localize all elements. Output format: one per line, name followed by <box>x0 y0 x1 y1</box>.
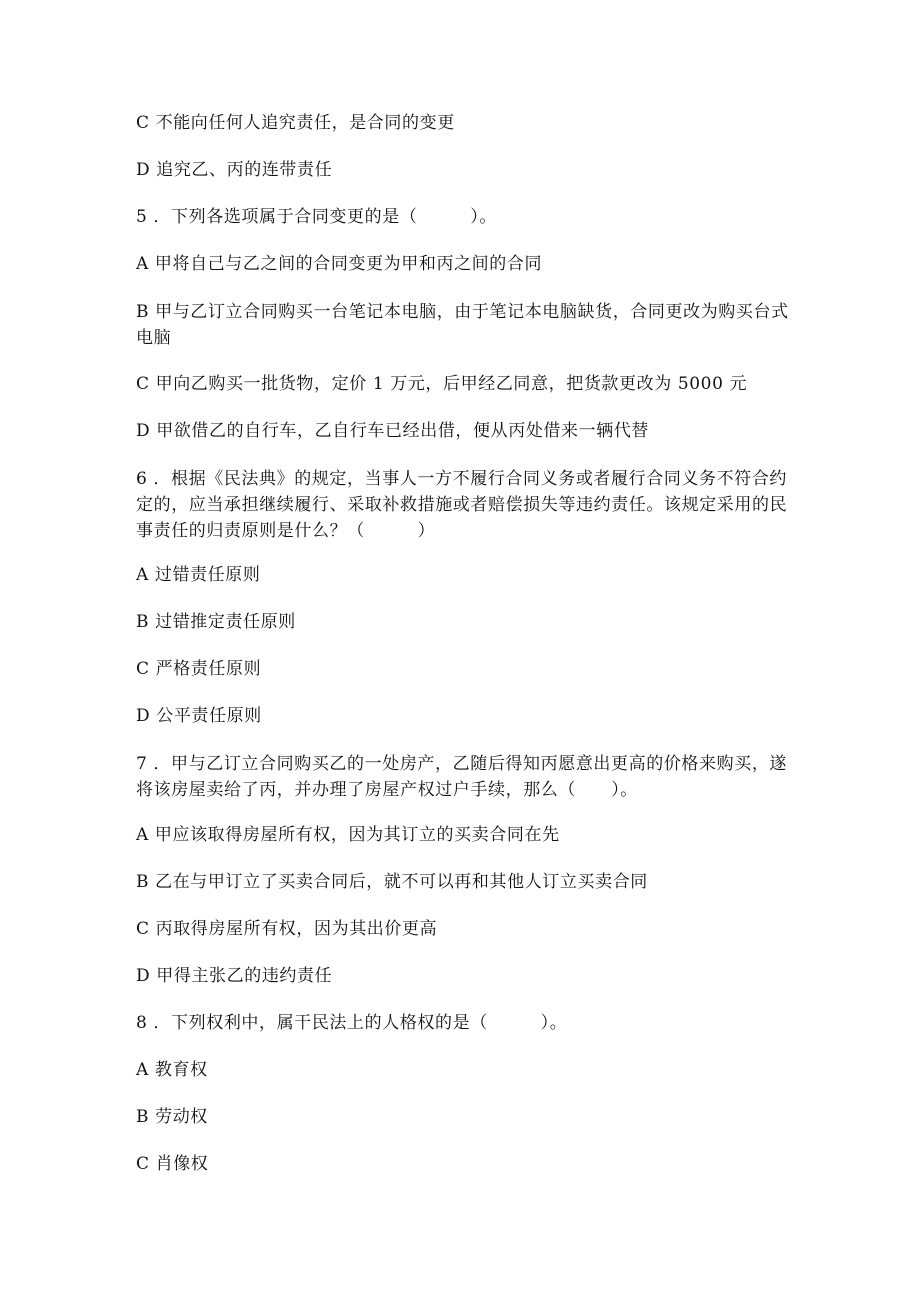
option-b-q8: B 劳动权 <box>136 1107 208 1127</box>
option-d-q6: D 公平责任原则 <box>136 706 262 726</box>
option-a-q8: A 教育权 <box>136 1060 208 1080</box>
question-8: 8 ．下列权利中，属干民法上的人格权的是（ ）。 <box>136 1013 568 1033</box>
option-b-q5: B 甲与乙订立合同购买一台笔记本电脑，由于笔记本电脑缺货，合同更改为购买台式电脑 <box>136 302 789 348</box>
option-a-q7: A 甲应该取得房屋所有权，因为其订立的买卖合同在先 <box>136 825 560 845</box>
question-6: 6 ．根据《民法典》的规定，当事人一方不履行合同义务或者履行合同义务不符合约定的，应当承担继续履行、采取补救措施或者赔偿损失等违约责任。该规定采用的民事责任的归责原则是什么？（ ） <box>136 469 788 541</box>
option-c-q8: C 肖像权 <box>136 1154 209 1174</box>
option-d-q5: D 甲欲借乙的自行车，乙自行车已经出借，便从丙处借来一辆代替 <box>136 421 650 441</box>
option-d-q4: D 追究乙、丙的连带责任 <box>136 160 333 180</box>
option-c-q6: C 严格责任原则 <box>136 659 262 679</box>
option-c-q4: C 不能向任何人追究责任，是合同的变更 <box>136 113 455 133</box>
option-c-q5: C 甲向乙购买一批货物，定价 1 万元，后甲经乙同意，把货款更改为 5000 元 <box>136 374 748 394</box>
option-d-q7: D 甲得主张乙的违约责任 <box>136 966 333 986</box>
option-b-q6: B 过错推定责任原则 <box>136 612 296 632</box>
question-5: 5 ．下列各选项属于合同变更的是（ ）。 <box>136 207 497 227</box>
question-7: 7 ．甲与乙订立合同购买乙的一处房产，乙随后得知丙愿意出更高的价格来购买，遂将该房屋卖给了丙，并办理了房屋产权过户手续，那么（ ）。 <box>136 754 788 800</box>
option-b-q7: B 乙在与甲订立了买卖合同后，就不可以再和其他人订立买卖合同 <box>136 872 648 892</box>
option-a-q5: A 甲将自己与乙之间的合同变更为甲和丙之间的合同 <box>136 254 543 274</box>
option-a-q6: A 过错责任原则 <box>136 565 261 585</box>
option-c-q7: C 丙取得房屋所有权，因为其出价更高 <box>136 919 438 939</box>
